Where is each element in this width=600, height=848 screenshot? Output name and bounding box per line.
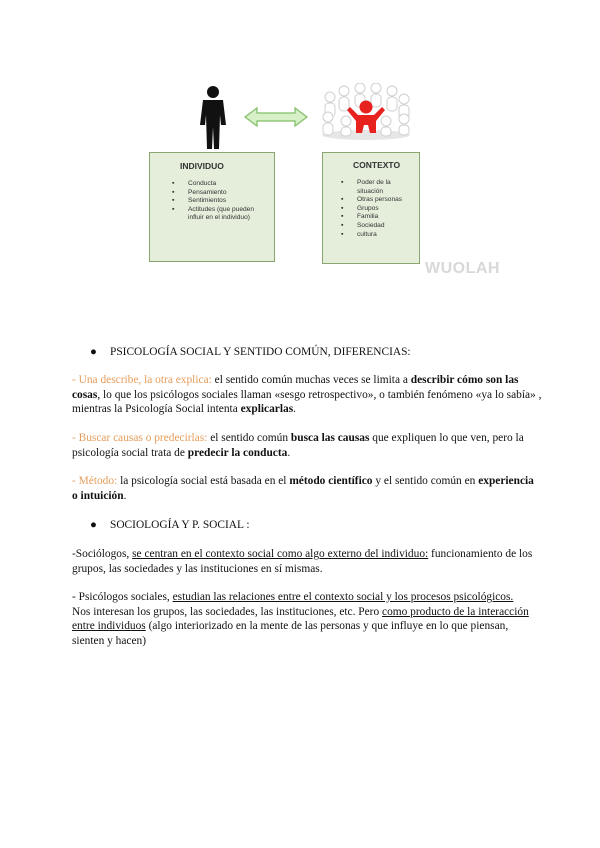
text: (algo interiorizado en la mente de las personas y que influye en lo que piensan, sienten y hacen) (72, 620, 509, 647)
individuo-box (149, 152, 275, 262)
text: el sentido común (207, 432, 291, 444)
watermark: WUOLAH (425, 260, 500, 277)
bold-text: predecir la conducta (187, 446, 288, 459)
underlined-text: estudian las relaciones entre el contexto social y los procesos psicológicos. (172, 591, 514, 603)
text: funcionamiento de los grupos, las sociedades y las instituciones en sí mismas. (72, 548, 533, 575)
bullet-icon: ● (90, 346, 97, 358)
bullet-icon: ● (90, 519, 97, 531)
text: el sentido común muchas veces se limita a (211, 374, 411, 386)
list-item: ▪ cultura (341, 231, 417, 240)
paragraph-label: - Buscar causas o predecirlas: (72, 432, 208, 444)
group-icon (318, 83, 414, 141)
section2-heading (92, 518, 250, 532)
section2-heading-text: SOCIOLOGÍA Y P. SOCIAL : (110, 519, 250, 531)
bold-text: busca las causas (290, 432, 370, 444)
text: -Sociólogos, (72, 548, 133, 560)
list-item: ▪ Otras personas (341, 196, 417, 205)
bold-text: describir cómo son las cosas (72, 374, 519, 401)
list-item: ▪ Familia (341, 213, 417, 222)
section1-heading (92, 345, 411, 359)
underlined-text: se centran en el contexto social como algo externo del individuo: (132, 548, 429, 560)
paragraph-describe-explain (72, 373, 542, 417)
contexto-box (322, 152, 420, 264)
contexto-list (341, 179, 417, 239)
paragraph-causes-predict (72, 431, 542, 460)
text: . (293, 403, 296, 416)
list-item: ▪ Poder de la situación (341, 179, 417, 196)
person-icon (196, 85, 230, 151)
paragraph-label: - Método: (72, 475, 118, 487)
bold-text: experiencia o intuición (72, 475, 534, 502)
text: y el sentido común en (372, 475, 479, 487)
list-item: ▪ Pensamiento (172, 189, 270, 198)
list-item: ▪ Sociedad (341, 222, 417, 231)
bold-text: explicarlas (240, 403, 294, 416)
list-item: ▪ Conducta (172, 180, 270, 189)
text: , lo que los psicólogos sociales llaman «sesgo retrospectivo», o también fenómeno «ya lo sabía» , mientras la Psicología Social intenta (72, 388, 542, 416)
double-arrow-icon (243, 106, 309, 128)
section1-heading-text: PSICOLOGÍA SOCIAL Y SENTIDO COMÚN, DIFERENCIAS: (110, 346, 411, 358)
paragraph-label: - Una describe, la otra explica: (72, 374, 212, 386)
text: - Psicólogos sociales, (72, 591, 173, 603)
text: . (287, 446, 291, 459)
text: la psicología social está basada en el (117, 475, 290, 487)
individuo-title: INDIVIDUO (180, 161, 224, 171)
list-item: ▪ Grupos (341, 205, 417, 214)
bold-text: método científico (289, 475, 373, 487)
individuo-list (172, 180, 270, 223)
text: que expliquen lo que ven, pero la psicología social trata de (72, 432, 524, 459)
list-item: ▪ Actitudes (que pueden influir en el individuo) (172, 206, 270, 223)
paragraph-social-psychologists (72, 590, 542, 648)
paragraph-sociologists (72, 547, 542, 576)
paragraph-method (72, 474, 542, 503)
list-item: ▪ Sentimientos (172, 197, 270, 206)
text: Nos interesan los grupos, las sociedades, las instituciones, etc. Pero (72, 605, 383, 618)
text: . (123, 489, 127, 502)
underlined-text: como producto de la interacción entre individuos (72, 605, 529, 633)
contexto-title: CONTEXTO (353, 160, 401, 170)
